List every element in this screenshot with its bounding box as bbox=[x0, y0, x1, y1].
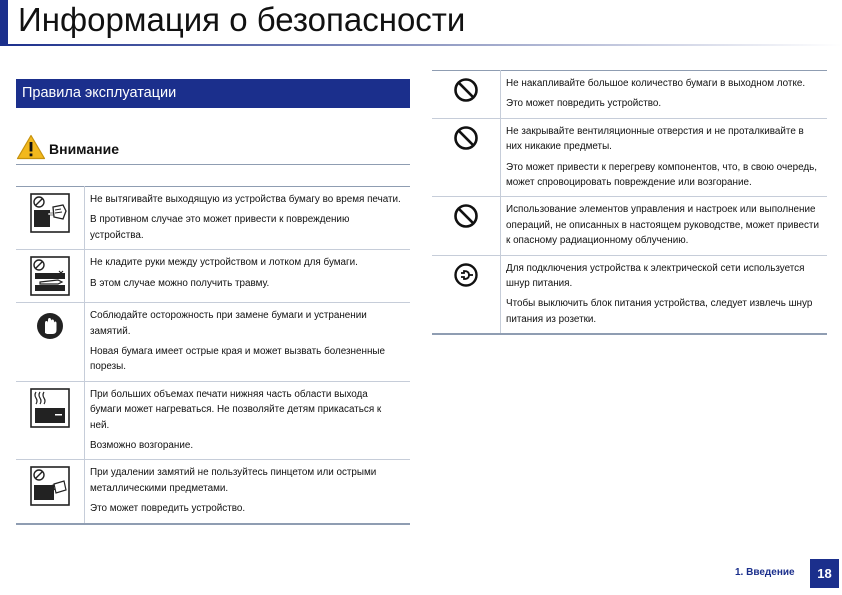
warning-text: При больших объемах печати нижняя часть области выхода бумаги может нагреваться. Не позволяйте детям прикасаться к ней. bbox=[90, 388, 382, 431]
table-row bbox=[16, 250, 410, 303]
table-row bbox=[16, 460, 410, 524]
icon-cell bbox=[16, 381, 85, 460]
icon-cell bbox=[432, 197, 501, 255]
table-row bbox=[432, 255, 827, 334]
row-text bbox=[85, 250, 411, 303]
row-text bbox=[501, 255, 828, 334]
page-number: 18 bbox=[810, 559, 839, 588]
chapter-link[interactable]: 1. Введение bbox=[735, 567, 795, 578]
title-underline bbox=[0, 44, 842, 46]
hot-surface-icon bbox=[30, 388, 70, 428]
warning-text: При удалении замятий не пользуйтесь пинцетом или острыми металлическими предметами. bbox=[90, 467, 377, 494]
consequence-text: Возможно возгорание. bbox=[90, 440, 194, 452]
table-row bbox=[16, 187, 410, 250]
row-text bbox=[85, 187, 411, 250]
section-heading: Правила эксплуатации bbox=[16, 79, 410, 108]
consequence-text: Новая бумага имеет острые края и может вызвать болезненные порезы. bbox=[90, 346, 386, 373]
tweezers-prohibited-icon bbox=[30, 466, 70, 506]
icon-cell bbox=[16, 460, 85, 524]
row-text bbox=[85, 460, 411, 524]
table-row bbox=[16, 303, 410, 382]
page-title: Информация о безопасности bbox=[18, 1, 466, 38]
caution-label: Внимание bbox=[49, 141, 119, 157]
table-row bbox=[432, 197, 827, 255]
title-accent-bar bbox=[0, 0, 8, 44]
icon-cell bbox=[432, 71, 501, 119]
consequence-text: Это может повредить устройство. bbox=[90, 503, 246, 515]
table-row bbox=[16, 381, 410, 460]
caution-triangle-icon bbox=[16, 134, 46, 160]
row-text bbox=[85, 303, 411, 382]
consequence-text: Это может привести к перегреву компонентов, что, в свою очередь, может спровоцировать повреждение или возгорание. bbox=[506, 161, 817, 189]
warning-text: Не вытягивайте выходящую из устройства бумагу во время печати. bbox=[90, 194, 401, 205]
hand-caution-icon bbox=[33, 309, 67, 343]
icon-cell bbox=[16, 250, 85, 303]
prohibited-icon bbox=[453, 77, 479, 103]
table-row bbox=[432, 118, 827, 197]
power-plug-icon bbox=[453, 262, 479, 288]
warning-text: Для подключения устройства к электрической сети используется шнур питания. bbox=[506, 262, 805, 290]
table-row bbox=[432, 71, 827, 119]
icon-cell bbox=[16, 187, 85, 250]
prohibited-icon bbox=[453, 125, 479, 151]
warning-text: Не закрывайте вентиляционные отверстия и не проталкивайте в них никакие предметы. bbox=[506, 125, 804, 153]
warning-text: Использование элементов управления и настроек или выполнение операций, не описанных в настоящем руководстве, может привести к опасному радиационному облучению. bbox=[506, 204, 819, 247]
warning-text: Соблюдайте осторожность при замене бумаги и устранении замятий. bbox=[90, 310, 367, 337]
paper-output-pull-prohibited-icon bbox=[30, 193, 70, 233]
icon-cell bbox=[16, 303, 85, 382]
hand-between-tray-prohibited-icon bbox=[30, 256, 70, 296]
caution-heading bbox=[16, 134, 410, 165]
prohibited-icon bbox=[453, 203, 479, 229]
consequence-text: Чтобы выключить блок питания устройства, следует извлечь шнур питания из розетки. bbox=[506, 298, 813, 325]
icon-cell bbox=[432, 255, 501, 334]
consequence-text: Это может повредить устройство. bbox=[506, 98, 662, 110]
left-safety-table bbox=[16, 186, 410, 525]
row-text bbox=[501, 71, 828, 119]
warning-text: Не накапливайте большое количество бумаги в выходном лотке. bbox=[506, 78, 806, 89]
icon-cell bbox=[432, 118, 501, 197]
row-text bbox=[501, 118, 828, 197]
warning-text: Не кладите руки между устройством и лотком для бумаги. bbox=[90, 257, 358, 269]
row-text bbox=[85, 381, 411, 460]
right-safety-table bbox=[432, 70, 827, 335]
consequence-text: В этом случае можно получить травму. bbox=[90, 277, 270, 289]
consequence-text: В противном случае это может привести к повреждению устройства. bbox=[90, 214, 350, 241]
row-text bbox=[501, 197, 828, 255]
